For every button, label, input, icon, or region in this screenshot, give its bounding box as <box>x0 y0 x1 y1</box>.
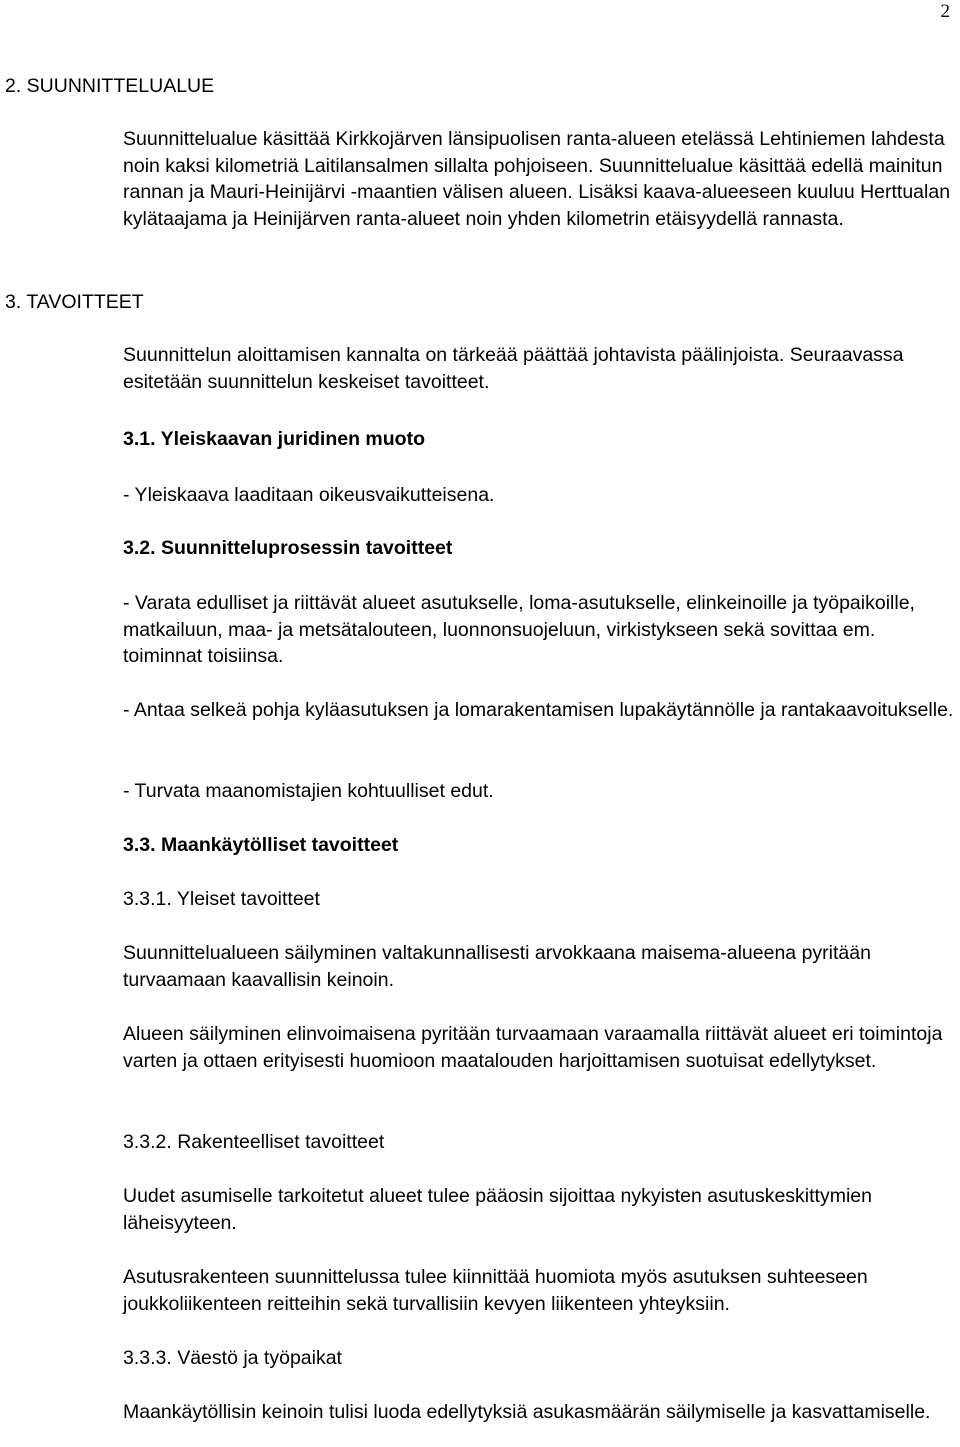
subheading-3-1: 3.1. Yleiskaavan juridinen muoto <box>123 428 425 450</box>
paragraph-3-3-1-b: Alueen säilyminen elinvoimaisena pyritään turvaamaan varaamalla riittävät alueet eri toimintoja varten ja ottaen erityisesti huomioon maatalouden harjoittamisen suotuisat edellytykset. <box>123 1023 943 1072</box>
subheading-3-3-3: 3.3.3. Väestö ja työpaikat <box>123 1347 342 1369</box>
subheading-3-3: 3.3. Maankäytölliset tavoitteet <box>123 834 399 856</box>
paragraph-3-2-b: - Antaa selkeä pohja kyläasutuksen ja lomarakentamisen lupakäytännölle ja rantakaavoitukselle. <box>123 699 954 721</box>
paragraph-3-3-3: Maankäytöllisin keinoin tulisi luoda edellytyksiä asukasmäärän säilymiselle ja kasvattamiselle. <box>123 1401 931 1423</box>
paragraph-3-3-2-b: Asutusrakenteen suunnittelussa tulee kiinnittää huomiota myös asutuksen suhteeseen joukkoliikenteen reitteihin sekä turvallisiin kevyen liikenteen yhteyksiin. <box>123 1266 868 1315</box>
paragraph-3-3-1-a: Suunnittelualueen säilyminen valtakunnallisesti arvokkaana maisema-alueena pyritään turvaamaan kaavallisin keinoin. <box>123 942 871 991</box>
subheading-3-3-2: 3.3.2. Rakenteelliset tavoitteet <box>123 1131 385 1153</box>
page-number: 2 <box>940 1 950 22</box>
paragraph-3-1: - Yleiskaava laaditaan oikeusvaikutteisena. <box>123 484 495 506</box>
paragraph-area-description: Suunnittelualue käsittää Kirkkojärven länsipuolisen ranta-alueen etelässä Lehtiniemen lahdesta noin kaksi kilometriä Laitilansalmen sillalta pohjoiseen. Suunnittelualue käsittää edellä mainitun rannan ja Mauri-Heinijärvi -maantien välisen alueen. Lisäksi kaava-alueeseen kuuluu Herttualan kylätaajama ja Heinijärven ranta-alueet noin yhden kilometrin etäisyydellä rannasta. <box>123 128 951 230</box>
paragraph-3-3-2-a: Uudet asumiselle tarkoitetut alueet tulee pääosin sijoittaa nykyisten asutuskeskittymien läheisyyteen. <box>123 1185 872 1234</box>
subheading-3-2: 3.2. Suunnitteluprosessin tavoitteet <box>123 537 453 559</box>
paragraph-3-2-a: - Varata edulliset ja riittävät alueet asutukselle, loma-asutukselle, elinkeinoille ja työpaikoille, matkailuun, maa- ja metsätalouteen, luonnonsuojeluun, virkistykseen sekä sovittaa em. toiminnat toisiinsa. <box>123 592 915 667</box>
paragraph-intro: Suunnittelun aloittamisen kannalta on tärkeää päättää johtavista päälinjoista. Seuraavassa esitetään suunnittelun keskeiset tavoitteet. <box>123 344 904 393</box>
paragraph-3-2-c: - Turvata maanomistajien kohtuulliset edut. <box>123 780 494 802</box>
subheading-3-3-1: 3.3.1. Yleiset tavoitteet <box>123 888 320 910</box>
section-heading-tavoitteet: 3. TAVOITTEET <box>5 291 144 313</box>
section-heading-suunnittelualue: 2. SUUNNITTELUALUE <box>5 75 215 97</box>
